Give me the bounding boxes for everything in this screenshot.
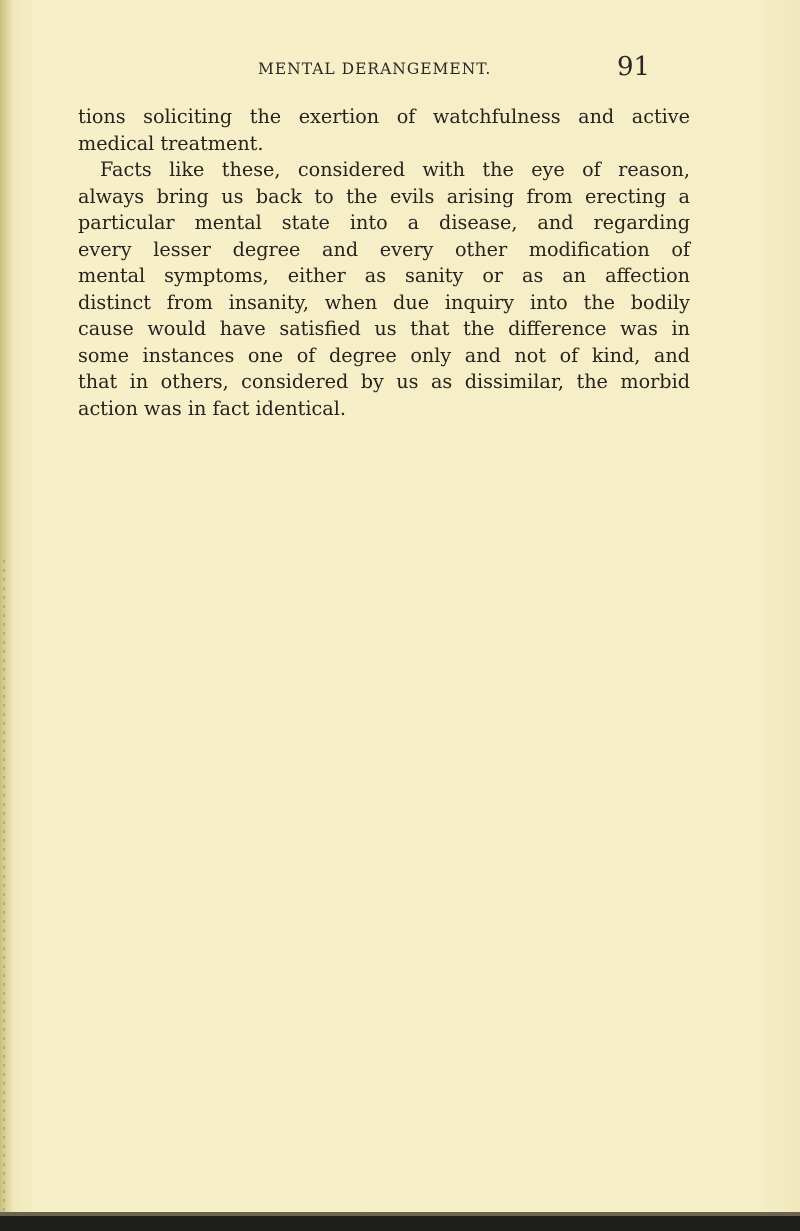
- text-line: always bring us back to the evils arising from erecting a: [78, 184, 690, 208]
- text-line: medical treatment.: [78, 131, 264, 155]
- text-line: that in others, considered by us as dissimilar, the morbid: [78, 370, 690, 393]
- text-line: mental symptoms, either as sanity or as an affection: [78, 264, 690, 287]
- text-line: Facts like these, considered with the eye of reason,: [100, 158, 690, 181]
- binding-edge: [0, 0, 12, 1231]
- text-line: tions soliciting the exertion of watchfulness and active: [78, 105, 690, 128]
- text-line: cause would have satisfied us that the difference was in: [78, 317, 690, 340]
- running-head: [0, 52, 800, 90]
- text-line: particular mental state into a disease, and regarding: [78, 211, 690, 234]
- scan-bottom-edge: [0, 1212, 800, 1231]
- text-line: action was in fact identical.: [78, 396, 346, 420]
- text-line: distinct from insanity, when due inquiry into the bodily: [78, 290, 690, 314]
- page-number: 91: [617, 52, 651, 82]
- text-line: every lesser degree and every other modification of: [78, 237, 690, 261]
- body-text: [78, 104, 690, 422]
- running-head-title: MENTAL DERANGEMENT.: [258, 60, 492, 78]
- text-line: some instances one of degree only and not of kind, and: [78, 343, 690, 367]
